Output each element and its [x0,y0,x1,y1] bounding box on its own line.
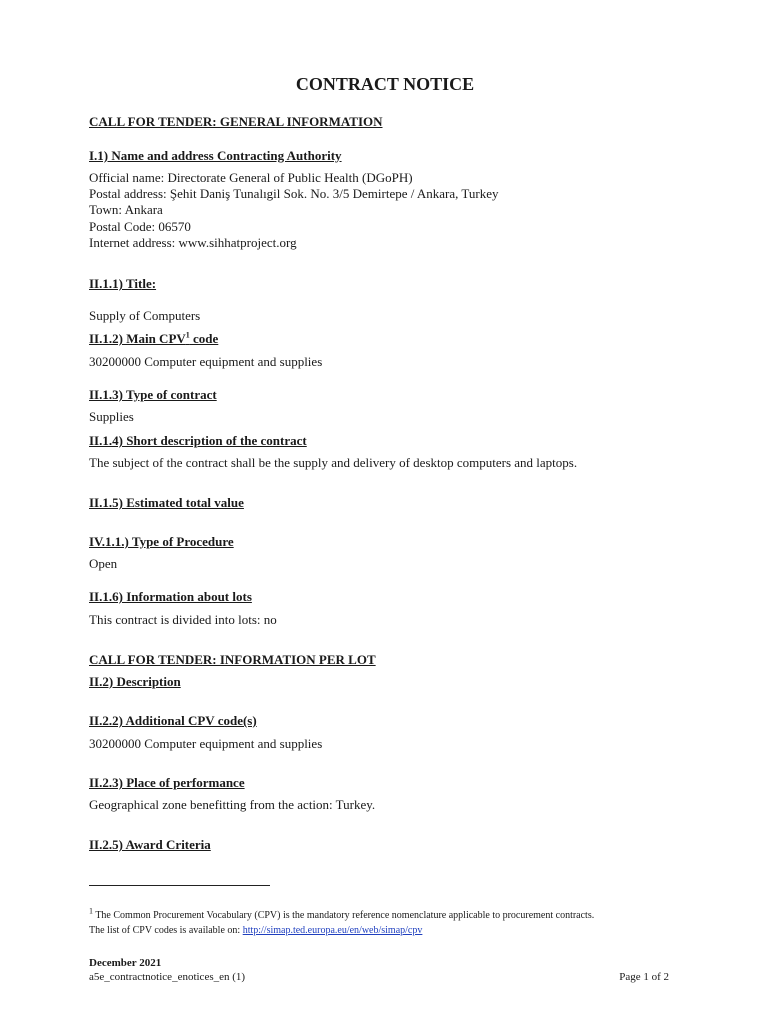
footnote-ref[interactable]: 1 [185,330,190,340]
general-info-heading: CALL FOR TENDER: GENERAL INFORMATION [89,114,383,129]
place-heading: II.2.3) Place of performance [89,775,245,790]
postal-code: Postal Code: 06570 [89,218,191,234]
internet-address: Internet address: www.sihhatproject.org [89,234,297,250]
footnote-marker: 1 [89,906,93,916]
postal-address: Postal address: Şehit Daniş Tunalıgil Sok. No. 3/5 Demirtepe / Ankara, Turkey [89,186,499,202]
town: Town: Ankara [89,202,163,218]
contract-type-value: Supplies [89,409,134,424]
additional-cpv-value: 30200000 Computer equipment and supplies [89,736,323,751]
per-lot-heading: CALL FOR TENDER: INFORMATION PER LOT [89,652,376,667]
procedure-value: Open [89,556,118,571]
cpv-value: 30200000 Computer equipment and supplies [89,354,323,369]
additional-cpv-heading: II.2.2) Additional CPV code(s) [89,713,257,728]
procedure-heading: IV.1.1.) Type of Procedure [89,534,234,549]
award-heading: II.2.5) Award Criteria [89,837,211,852]
cpv-heading-suffix: code [189,331,219,346]
footnote-line-2 [89,923,594,938]
footnote-separator [89,885,270,886]
contract-type-heading: II.1.3) Type of contract [89,387,217,402]
lots-heading: II.1.6) Information about lots [89,589,252,604]
document-title: CONTRACT NOTICE [295,74,475,94]
footnote-line-1 [89,908,594,923]
description-heading: II.2) Description [89,674,181,689]
short-description-heading: II.1.4) Short description of the contract [89,433,307,448]
cpv-heading-text: II.1.2) Main CPV [89,331,186,346]
title-heading: II.1.1) Title: [89,276,157,291]
footer-date: December 2021 [89,957,162,969]
footnote [89,908,594,938]
title-value: Supply of Computers [89,308,201,323]
place-value: Geographical zone benefitting from the action: Turkey. [89,797,376,812]
footnote-text: The Common Procurement Vocabulary (CPV) is the mandatory reference nomenclature applicable to procurement contracts. [93,910,595,921]
official-name: Official name: Directorate General of Public Health (DGoPH) [89,170,413,185]
footer-page-number: Page 1 of 2 [619,971,669,983]
footer-filename: a5e_contractnotice_enotices_en (1) [89,971,246,983]
authority-heading: I.1) Name and address Contracting Authority [89,148,342,163]
lots-value: This contract is divided into lots: no [89,612,277,627]
authority-details [89,170,499,251]
estimated-value-heading: II.1.5) Estimated total value [89,495,244,510]
cpv-link[interactable]: http://simap.ted.europa.eu/en/web/simap/cpv [242,925,423,936]
short-description-value: The subject of the contract shall be the supply and delivery of desktop computers and laptops. [89,455,578,470]
cpv-heading [89,331,218,347]
footnote-prefix: The list of CPV codes is available on: [89,925,243,936]
